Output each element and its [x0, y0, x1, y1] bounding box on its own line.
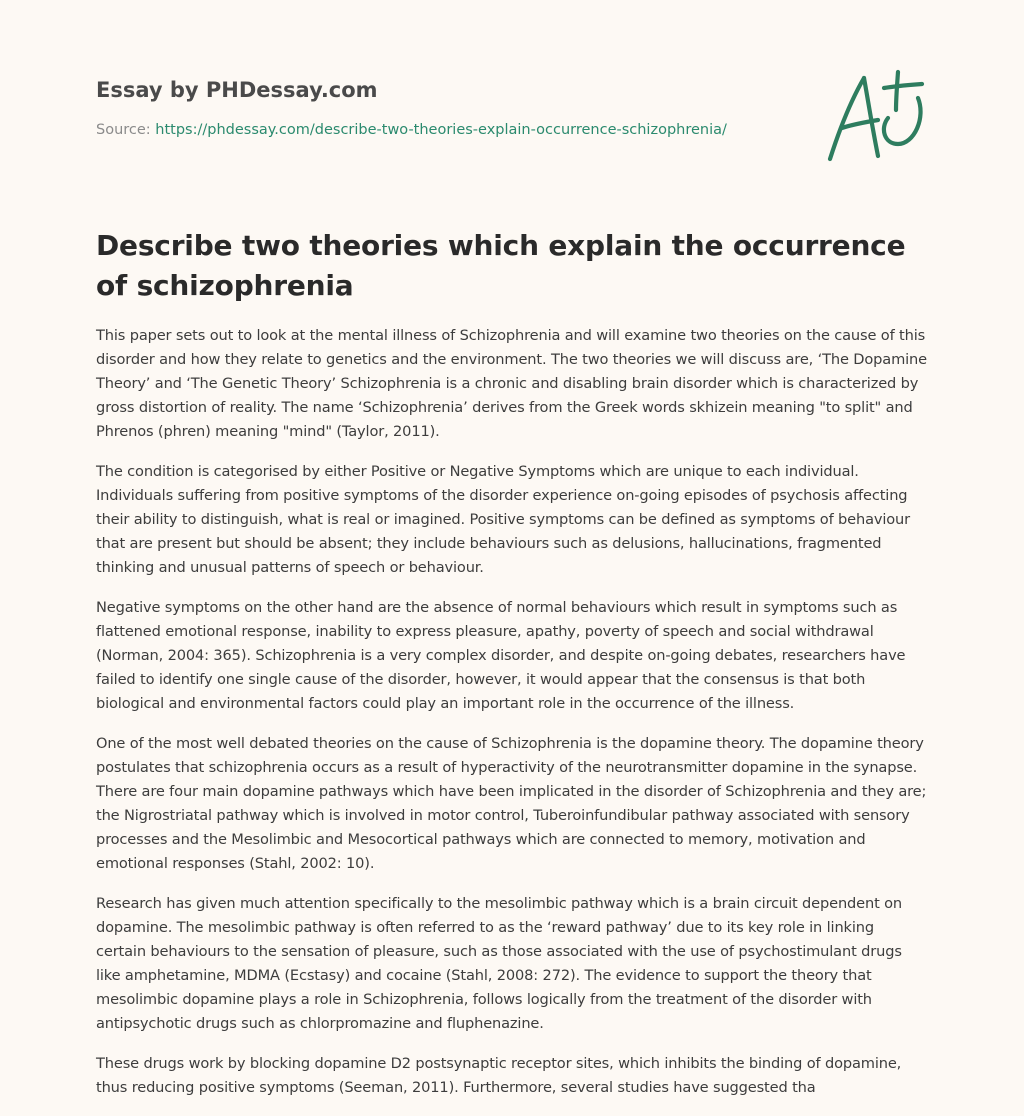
page-header	[96, 76, 796, 140]
paragraph: These drugs work by blocking dopamine D2 postsynaptic receptor sites, which inhibits the binding of dopamine, thus reducing positive symptoms (Seeman, 2011). Furthermore, several studies have suggested tha	[96, 1055, 902, 1096]
source-line	[96, 120, 796, 140]
source-link[interactable]: https://phdessay.com/describe-two-theories-explain-occurrence-schizophrenia/	[155, 122, 727, 138]
paragraph: One of the most well debated theories on the cause of Schizophrenia is the dopamine theory. The dopamine theory postulates that schizophrenia occurs as a result of hyperactivity of the neurotransmitter dopamine in the synapse. There are four main dopamine pathways which have been implicated in the disorder of Schizophrenia and they are; the Nigrostriatal pathway which is involved in motor control, Tuberoinfundibular pathway associated with sensory processes and the Mesolimbic and Mesocortical pathways which are connected to memory, motivation and emotional responses (Stahl, 2002: 10).	[96, 735, 927, 872]
paragraph: This paper sets out to look at the mental illness of Schizophrenia and will examine two theories on the cause of this disorder and how they relate to genetics and the environment. The two theories we will discuss are, ‘The Dopamine Theory’ and ‘The Genetic Theory’ Schizophrenia is a chronic and disabling brain disorder which is characterized by gross distortion of reality. The name ‘Schizophrenia’ derives from the Greek words skhizein meaning "to split" and Phrenos (phren) meaning "mind" (Taylor, 2011).	[96, 327, 927, 440]
paragraph: Negative symptoms on the other hand are the absence of normal behaviours which result in symptoms such as flattened emotional response, inability to express pleasure, apathy, poverty of speech and social withdrawal (Norman, 2004: 365). Schizophrenia is a very complex disorder, and despite on-going debates, researchers have failed to identify one single cause of the disorder, however, it would appear that the consensus is that both biological and environmental factors could play an important role in the occurrence of the illness.	[96, 599, 906, 712]
a-plus-logo-icon	[818, 64, 930, 168]
essay-body	[96, 324, 928, 1116]
paragraph: The condition is categorised by either Positive or Negative Symptoms which are unique to each individual. Individuals suffering from positive symptoms of the disorder experience on-going episodes of psychosis affecting their ability to distinguish, what is real or imagined. Positive symptoms can be defined as symptoms of behaviour that are present but should be absent; they include behaviours such as delusions, hallucinations, fragmented thinking and unusual patterns of speech or behaviour.	[96, 463, 910, 576]
essay-title: Describe two theories which explain the occurrence of schizophrenia	[96, 229, 906, 302]
paragraph: Research has given much attention specifically to the mesolimbic pathway which is a brain circuit dependent on dopamine. The mesolimbic pathway is often referred to as the ‘reward pathway’ due to its key role in linking certain behaviours to the sensation of pleasure, such as those associated with the use of psychostimulant drugs like amphetamine, MDMA (Ecstasy) and cocaine (Stahl, 2008: 272). The evidence to support the theory that mesolimbic dopamine plays a role in Schizophrenia, follows logically from the treatment of the disorder with antipsychotic drugs such as chlorpromazine and fluphenazine.	[96, 895, 903, 1032]
source-label: Source:	[96, 122, 151, 138]
brand-title: Essay by PHDessay.com	[96, 78, 378, 102]
